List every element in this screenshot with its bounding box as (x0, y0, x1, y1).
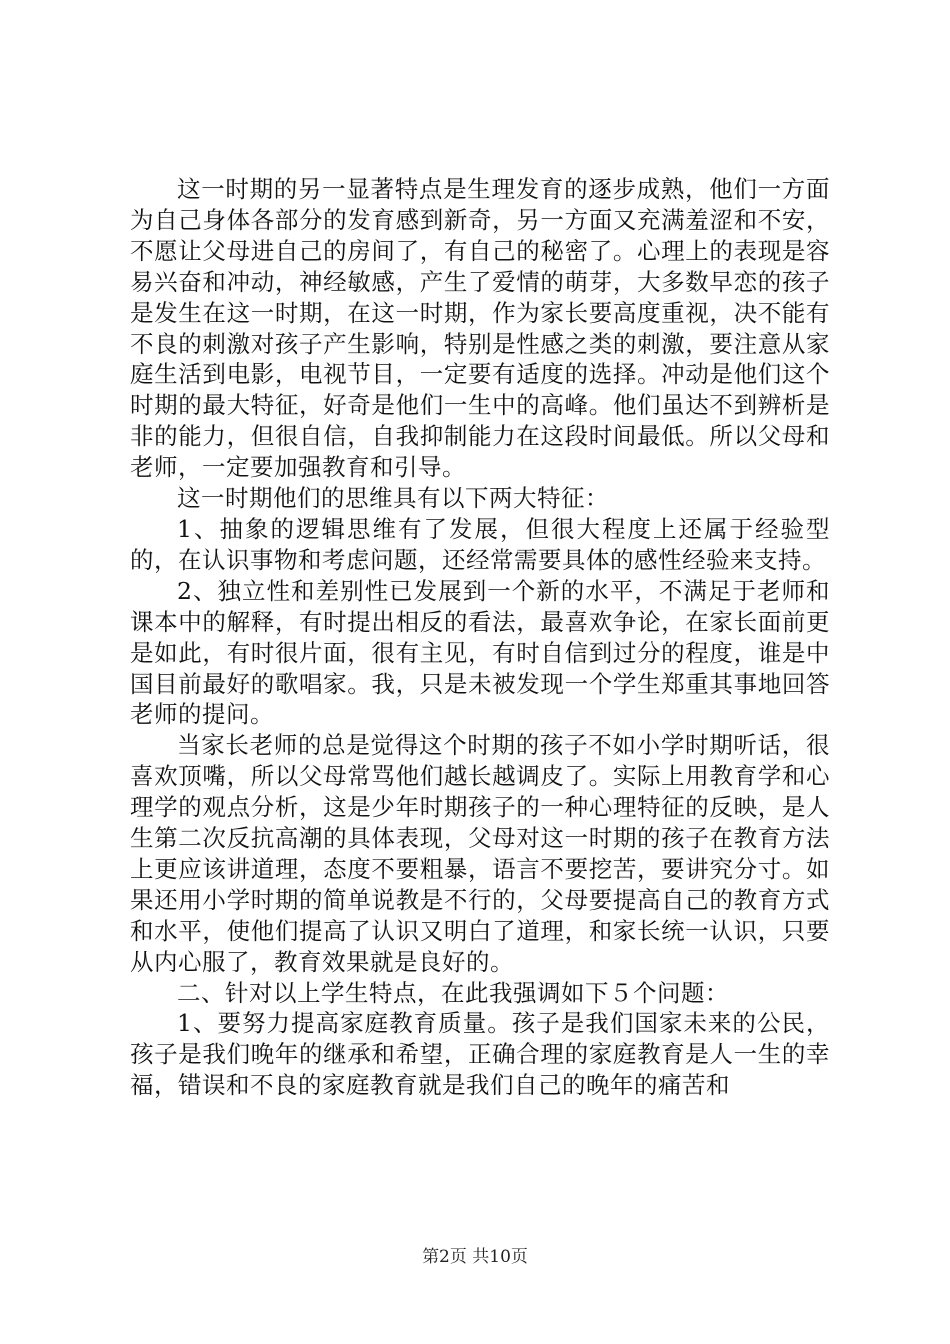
paragraph-thinking-features-intro: 这一时期他们的思维具有以下两大特征： (177, 484, 609, 513)
paragraph-section-two-heading: 二、针对以上学生特点，在此我强调如下５个问题： (177, 978, 729, 1007)
page-number-footer: 第2页 共10页 (422, 1247, 528, 1267)
paragraph-physiological-maturity: 这一时期的另一显著特点是生理发育的逐步成熟，他们一方面为自己身体各部分的发育感到新奇，另一方面又充满羞涩和不安，不愿让父母进自己的房间了，有自己的秘密了。心理上的表现是容易兴奋和冲动，神经敏感，产生了爱情的萌芽，大多数早恋的孩子是发生在这一时期，在这一时期，作为家长要高度重视，决不能有不良的刺激对孩子产生影响，特别是性感之类的刺激，要注意从家庭生活到电影，电视节目，一定要有适度的选择。冲动是他们这个时期的最大特征，好奇是他们一生中的高峰。他们虽达不到辨析是非的能力，但很自信，自我抑制能力在这段时间最低。所以父母和老师，一定要加强教育和引导。 (130, 175, 830, 482)
paragraph-issue-1: 1、要努力提高家庭教育质量。孩子是我们国家未来的公民，孩子是我们晚年的继承和希望，正确合理的家庭教育是人一生的幸福，错误和不良的家庭教育就是我们自己的晚年的痛苦和 (130, 1009, 830, 1100)
paragraph-parents-teachers: 当家长老师的总是觉得这个时期的孩子不如小学时期听话，很喜欢顶嘴，所以父母常骂他们越长越调皮了。实际上用教育学和心理学的观点分析，这是少年时期孩子的一种心理特征的反映，是人生第二次反抗高潮的具体表现，父母对这一时期的孩子在教育方法上更应该讲道理，态度不要粗暴，语言不要挖苦，要讲究分寸。如果还用小学时期的简单说教是不行的，父母要提高自己的教育方式和水平，使他们提高了认识又明白了道理，和家长统一认识，只要从内心服了，教育效果就是良好的。 (130, 731, 830, 976)
paragraph-feature-1: 1、抽象的逻辑思维有了发展，但很大程度上还属于经验型的，在认识事物和考虑问题，还经常需要具体的感性经验来支持。 (130, 514, 830, 574)
document-body (130, 174, 830, 1101)
paragraph-feature-2: 2、独立性和差别性已发展到一个新的水平，不满足于老师和课本中的解释，有时提出相反的看法，最喜欢争论，在家长面前更是如此，有时很片面，很有主见，有时自信到过分的程度，谁是中国目前最好的歌唱家。我，只是未被发现一个学生郑重其事地回答老师的提问。 (130, 576, 830, 729)
